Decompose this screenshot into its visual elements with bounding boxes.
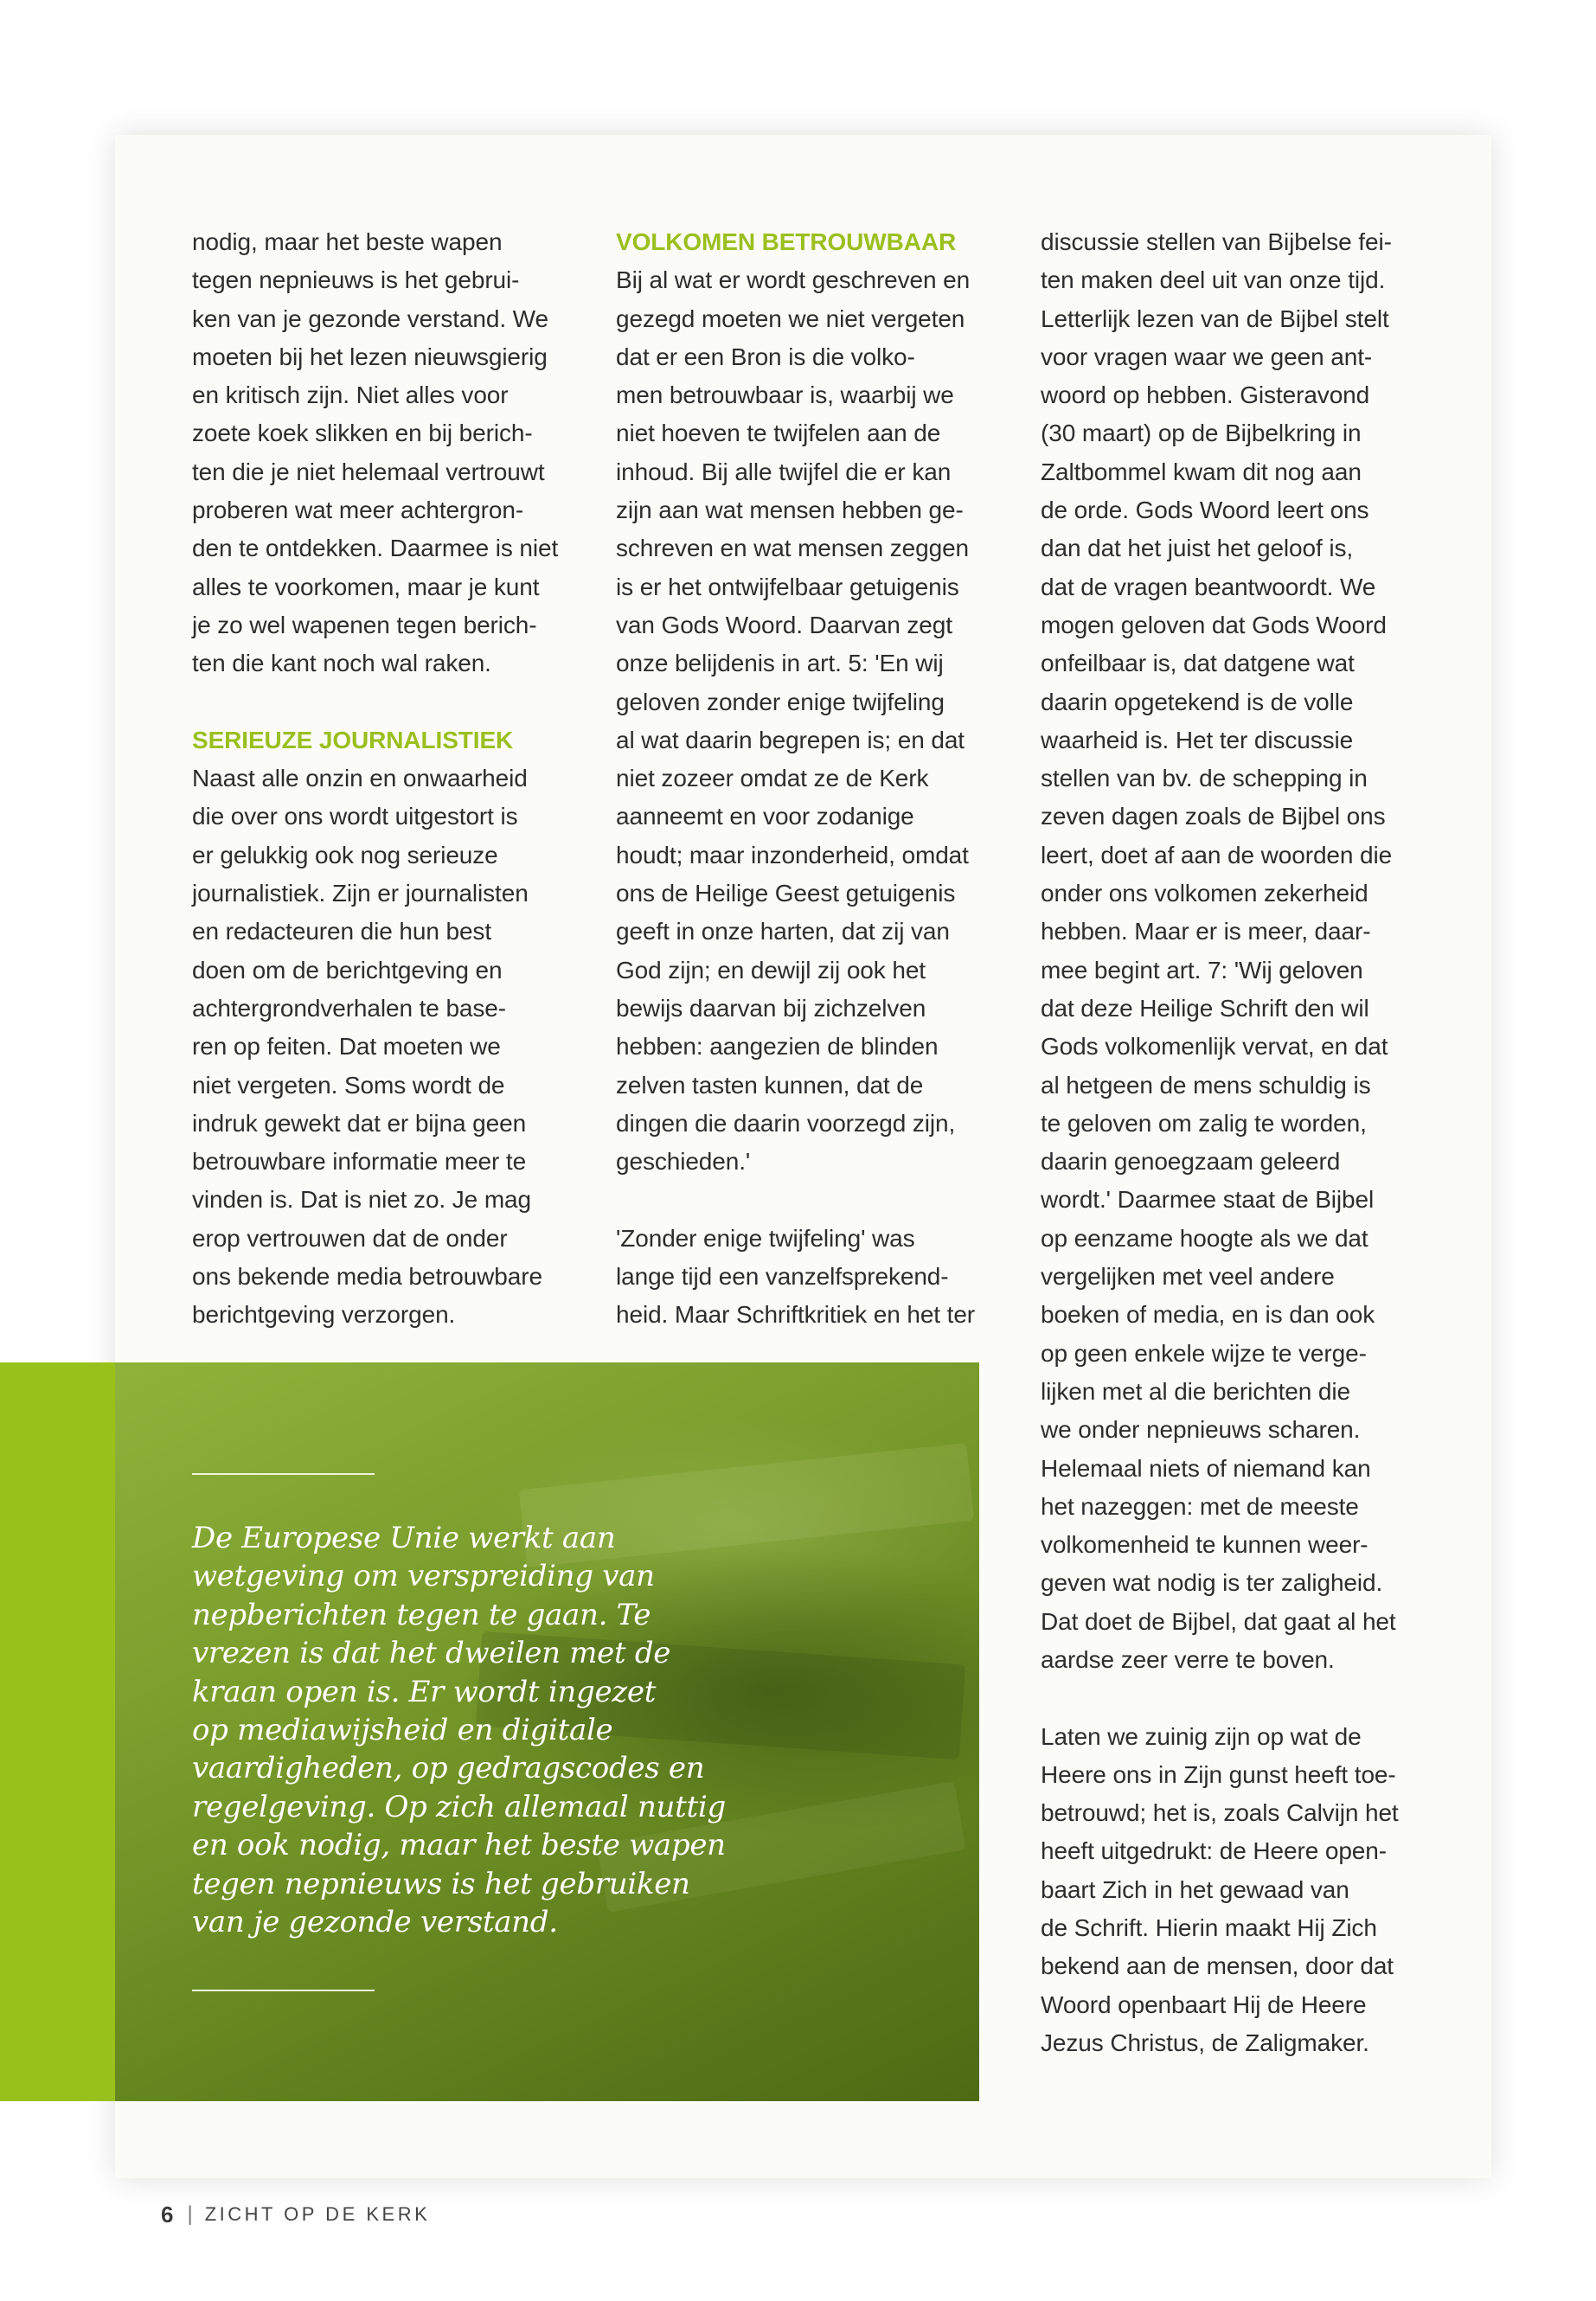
text-line: op geen enkele wijze te verge- bbox=[1041, 1339, 1367, 1367]
text-line: Bij al wat er wordt geschreven en bbox=[616, 266, 971, 294]
text-line: daarin opgetekend is de volle bbox=[1041, 688, 1354, 715]
text-line: te geloven om zalig te worden, bbox=[1041, 1109, 1367, 1137]
text-line: al hetgeen de mens schuldig is bbox=[1041, 1071, 1371, 1099]
text-line: alles te voorkomen, maar je kunt bbox=[192, 573, 540, 600]
text-line: van Gods Woord. Daarvan zegt bbox=[616, 611, 952, 638]
text-line: onder ons volkomen zekerheid bbox=[1041, 880, 1368, 907]
text-line: ren op feiten. Dat moeten we bbox=[192, 1033, 501, 1061]
page-footer bbox=[161, 2202, 430, 2227]
text-line: mogen geloven dat Gods Woord bbox=[1041, 611, 1387, 638]
text-line: onze belijdenis in art. 5: 'En wij bbox=[616, 650, 944, 677]
text-line: dingen die daarin voorzegd zijn, bbox=[616, 1109, 956, 1137]
text-line: geeft in onze harten, dat zij van bbox=[616, 918, 950, 945]
text-line: hebben: aangezien de blinden bbox=[616, 1033, 939, 1061]
text-line: Laten we zuinig zijn op wat de bbox=[1041, 1722, 1362, 1750]
text-line: lijken met al die berichten die bbox=[1041, 1377, 1350, 1405]
text-line: wetgeving om verspreiding van bbox=[192, 1559, 655, 1594]
text-line: de Schrift. Hierin maakt Hij Zich bbox=[1041, 1914, 1377, 1942]
paragraph-gap bbox=[616, 1181, 997, 1219]
text-line: lange tijd een vanzelfsprekend- bbox=[616, 1263, 949, 1291]
page-number: 6 bbox=[161, 2201, 174, 2227]
text-line: stellen van bv. de schepping in bbox=[1041, 765, 1368, 792]
text-line: waarheid is. Het ter discussie bbox=[1041, 726, 1354, 753]
section-heading: VOLKOMEN BETROUWBAAR bbox=[616, 228, 957, 255]
text-line: men betrouwbaar is, waarbij we bbox=[616, 381, 954, 409]
text-line: indruk gewekt dat er bijna geen bbox=[192, 1109, 527, 1137]
article-column-3 bbox=[1041, 223, 1421, 2062]
text-line: nodig, maar het beste wapen bbox=[192, 228, 503, 255]
text-line: onfeilbaar is, dat datgene wat bbox=[1041, 650, 1355, 677]
text-line: wordt.' Daarmee staat de Bijbel bbox=[1041, 1186, 1375, 1214]
text-line: Naast alle onzin en onwaarheid bbox=[192, 765, 528, 792]
text-line: Helemaal niets of niemand kan bbox=[1041, 1454, 1371, 1482]
text-line: zijn aan wat mensen hebben ge- bbox=[616, 497, 964, 524]
text-line: Jezus Christus, de Zaligmaker. bbox=[1041, 2029, 1369, 2056]
paragraph-gap bbox=[1041, 1679, 1421, 1717]
text-line: ten die je niet helemaal vertrouwt bbox=[192, 458, 545, 485]
text-line: daarin genoegzaam geleerd bbox=[1041, 1148, 1341, 1176]
text-line: vrezen is dat het dweilen met de bbox=[192, 1636, 671, 1671]
text-line: regelgeving. Op zich allemaal nuttig bbox=[192, 1789, 726, 1824]
text-line: dat deze Heilige Schrift den wil bbox=[1041, 994, 1369, 1022]
text-line: (30 maart) op de Bijbelkring in bbox=[1041, 420, 1362, 447]
text-line: houdt; maar inzonderheid, omdat bbox=[616, 841, 969, 868]
text-line: God zijn; en dewijl zij ook het bbox=[616, 956, 926, 984]
text-line: zoete koek slikken en bij berich- bbox=[192, 420, 533, 447]
text-line: woord op hebben. Gisteravond bbox=[1041, 381, 1370, 409]
text-line: al wat daarin begrepen is; en dat bbox=[616, 726, 965, 753]
text-line: discussie stellen van Bijbelse fei- bbox=[1041, 228, 1392, 255]
text-line: journalistiek. Zijn er journalisten bbox=[192, 880, 529, 907]
text-line: tegen nepnieuws is het gebruiken bbox=[192, 1866, 690, 1901]
text-line: en ook nodig, maar het beste wapen bbox=[192, 1828, 726, 1863]
text-line: aardse zeer verre te boven. bbox=[1041, 1645, 1335, 1673]
quote-rule-bottom bbox=[192, 1990, 375, 1991]
text-line: niet vergeten. Soms wordt de bbox=[192, 1071, 505, 1099]
text-line: achtergrondverhalen te base- bbox=[192, 994, 506, 1022]
text-line: Gods volkomenlijk vervat, en dat bbox=[1041, 1033, 1388, 1061]
text-line: ons bekende media betrouwbare bbox=[192, 1263, 542, 1291]
text-line: betrouwd; het is, zoals Calvijn het bbox=[1041, 1799, 1399, 1827]
text-line: en kritisch zijn. Niet alles voor bbox=[192, 381, 509, 409]
pull-quote-text bbox=[192, 1519, 884, 1941]
text-line: ken van je gezonde verstand. We bbox=[192, 304, 548, 332]
text-line: vaardigheden, op gedragscodes en bbox=[192, 1751, 705, 1786]
text-line: mee begint art. 7: 'Wij geloven bbox=[1041, 956, 1363, 984]
text-line: dan dat het juist het geloof is, bbox=[1041, 535, 1354, 562]
text-line: Heere ons in Zijn gunst heeft toe- bbox=[1041, 1760, 1396, 1788]
text-line: proberen wat meer achtergron- bbox=[192, 497, 524, 524]
text-line: tegen nepnieuws is het gebrui- bbox=[192, 266, 520, 294]
text-line: baart Zich in het gewaad van bbox=[1041, 1875, 1349, 1903]
text-line: dat er een Bron is die volko- bbox=[616, 343, 915, 370]
text-line: volkomenheid te kunnen weer- bbox=[1041, 1531, 1368, 1559]
text-line: vergelijken met veel andere bbox=[1041, 1263, 1335, 1291]
text-line: ten die kant noch wal raken. bbox=[192, 650, 491, 677]
text-line: inhoud. Bij alle twijfel die er kan bbox=[616, 458, 952, 485]
quote-rule-top bbox=[192, 1473, 375, 1475]
text-line: Letterlijk lezen van de Bijbel stelt bbox=[1041, 304, 1389, 332]
text-line: heid. Maar Schriftkritiek en het ter bbox=[616, 1301, 976, 1329]
text-line: kraan open is. Er wordt ingezet bbox=[192, 1674, 657, 1709]
text-line: schreven en wat mensen zeggen bbox=[616, 535, 970, 562]
paragraph-gap bbox=[192, 683, 573, 721]
text-line: doen om de berichtgeving en bbox=[192, 956, 503, 984]
text-line: en redacteuren die hun best bbox=[192, 918, 492, 945]
green-accent-strip bbox=[0, 1362, 115, 2101]
text-line: voor vragen waar we geen ant- bbox=[1041, 343, 1373, 370]
text-line: de orde. Gods Woord leert ons bbox=[1041, 497, 1369, 524]
text-line: we onder nepnieuws scharen. bbox=[1041, 1416, 1361, 1444]
text-line: die over ons wordt uitgestort is bbox=[192, 803, 518, 830]
text-line: je zo wel wapenen tegen berich- bbox=[192, 611, 537, 638]
text-line: geloven zonder enige twijfeling bbox=[616, 688, 945, 715]
text-line: Dat doet de Bijbel, dat gaat al het bbox=[1041, 1607, 1396, 1635]
text-line: ten maken deel uit van onze tijd. bbox=[1041, 266, 1386, 294]
text-line: boeken of media, en is dan ook bbox=[1041, 1301, 1375, 1329]
text-line: De Europese Unie werkt aan bbox=[192, 1521, 616, 1555]
text-line: heeft uitgedrukt: de Heere open- bbox=[1041, 1837, 1387, 1865]
text-line: is er het ontwijfelbaar getuigenis bbox=[616, 573, 959, 600]
text-line: 'Zonder enige twijfeling' was bbox=[616, 1224, 915, 1252]
text-line: geschieden.' bbox=[616, 1148, 751, 1176]
pull-quote-box bbox=[115, 1362, 979, 2101]
section-heading: SERIEUZE JOURNALISTIEK bbox=[192, 726, 514, 753]
article-column-1 bbox=[192, 223, 573, 1335]
text-line: niet hoeven te twijfelen aan de bbox=[616, 420, 941, 447]
text-line: er gelukkig ook nog serieuze bbox=[192, 841, 498, 868]
text-line: geven wat nodig is ter zaligheid. bbox=[1041, 1569, 1383, 1597]
text-line: zeven dagen zoals de Bijbel ons bbox=[1041, 803, 1386, 830]
footer-separator: | bbox=[187, 2202, 193, 2226]
text-line: aanneemt en voor zodanige bbox=[616, 803, 914, 830]
text-line: berichtgeving verzorgen. bbox=[192, 1301, 456, 1329]
text-line: dat de vragen beantwoordt. We bbox=[1041, 573, 1376, 600]
text-line: den te ontdekken. Daarmee is niet bbox=[192, 535, 559, 562]
text-line: Zaltbommel kwam dit nog aan bbox=[1041, 458, 1362, 485]
article-column-2 bbox=[616, 223, 997, 1335]
text-line: bewijs daarvan bij zichzelven bbox=[616, 994, 926, 1022]
text-line: het nazeggen: met de meeste bbox=[1041, 1492, 1359, 1520]
text-line: vinden is. Dat is niet zo. Je mag bbox=[192, 1186, 531, 1214]
text-line: op mediawijsheid en digitale bbox=[192, 1713, 613, 1748]
text-line: ons de Heilige Geest getuigenis bbox=[616, 880, 956, 907]
text-line: hebben. Maar er is meer, daar- bbox=[1041, 918, 1371, 945]
magazine-title: ZICHT OP DE KERK bbox=[204, 2203, 431, 2225]
text-line: op eenzame hoogte als we dat bbox=[1041, 1224, 1368, 1252]
text-line: niet zozeer omdat ze de Kerk bbox=[616, 765, 929, 792]
text-line: moeten bij het lezen nieuwsgierig bbox=[192, 343, 548, 370]
text-line: zelven tasten kunnen, dat de bbox=[616, 1071, 924, 1099]
text-line: gezegd moeten we niet vergeten bbox=[616, 304, 965, 332]
text-line: Woord openbaart Hij de Heere bbox=[1041, 1990, 1367, 2018]
text-line: nepberichten tegen te gaan. Te bbox=[192, 1597, 651, 1632]
text-line: bekend aan de mensen, door dat bbox=[1041, 1952, 1394, 1980]
text-line: erop vertrouwen dat de onder bbox=[192, 1224, 508, 1252]
text-line: betrouwbare informatie meer te bbox=[192, 1148, 527, 1176]
text-line: van je gezonde verstand. bbox=[192, 1905, 558, 1940]
text-line: leert, doet af aan de woorden die bbox=[1041, 841, 1393, 868]
